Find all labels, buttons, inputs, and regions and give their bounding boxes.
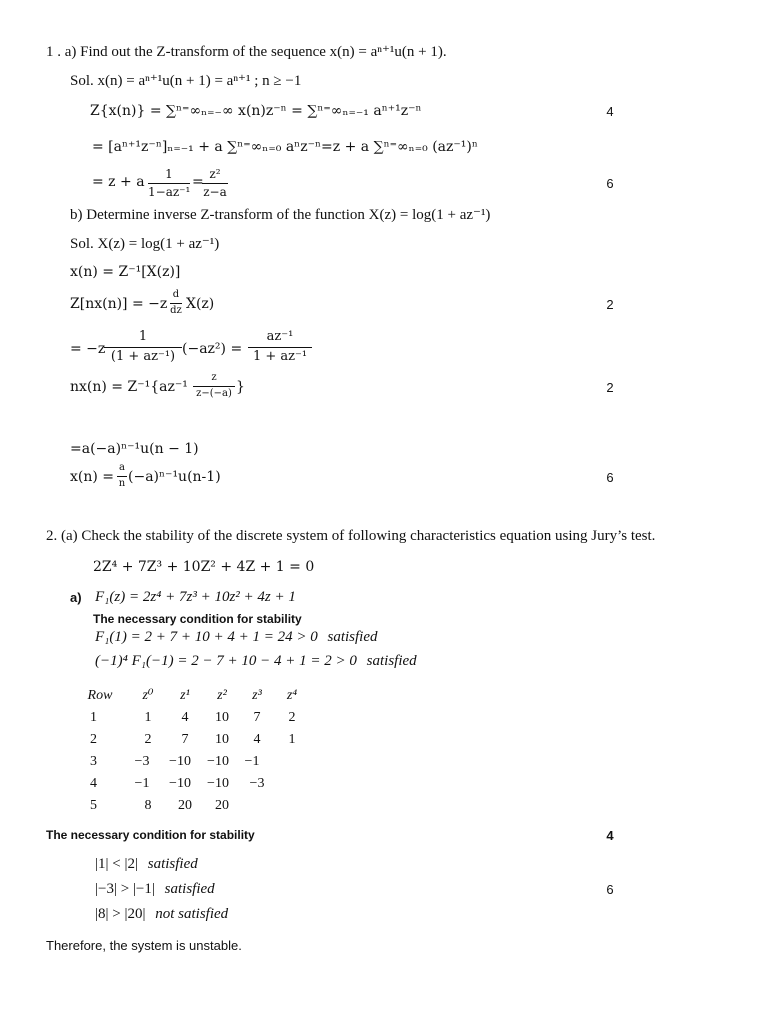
d-bar (170, 303, 182, 304)
q2-question: 2. (a) Check the stability of the discrete system of following characteristics equation using Jury’s test. (46, 528, 656, 544)
frac-equals: = (192, 174, 204, 190)
table-cell: −10 (169, 754, 191, 769)
check-3-expr: |8| > |20| (95, 906, 146, 922)
d-denominator: dz (170, 305, 182, 316)
mark-4-q2: 4 (606, 828, 614, 843)
table-cell: −10 (207, 776, 229, 791)
q1a-sol-line3: = [aⁿ⁺¹z⁻ⁿ]ₙ₌₋₁ + a ∑ⁿ⁼∞ₙ₌₀ aⁿz⁻ⁿ=z + a ∑ⁿ⁼∞ₙ₌₀ (az⁻¹)ⁿ (92, 139, 478, 155)
frac2-denominator: z−a (203, 185, 227, 199)
mark-2-second: 2 (606, 380, 614, 395)
q1b-question: b) Determine inverse Z-transform of the function X(z) = log(1 + az⁻¹) (70, 207, 491, 223)
necessary-heading-1: The necessary condition for stability (93, 612, 302, 626)
q1b-sol-line3-suffix: X(z) (186, 296, 215, 312)
table-cell: 2 (144, 732, 152, 747)
table-cell: 20 (178, 798, 192, 813)
table-cell: −3 (249, 776, 265, 791)
table-cell: 7 (253, 710, 261, 725)
mark-2-first: 2 (606, 297, 614, 312)
table-cell: 4 (181, 710, 189, 725)
frac6-denominator: n (118, 478, 126, 489)
condition-1-status: satisfied (327, 629, 378, 645)
condition-1-expr: F₁(1) = 2 + 7 + 10 + 4 + 1 = 24 > 0 (95, 629, 318, 645)
condition-2-status: satisfied (366, 653, 417, 669)
check-1-status: satisfied (147, 856, 198, 872)
frac2-bar (202, 183, 228, 184)
table-cell: 2 (288, 710, 296, 725)
frac1-bar (148, 183, 190, 184)
check-2-expr: |−3| > |−1| (95, 881, 155, 897)
frac4-denominator: 1 + az⁻¹ (252, 349, 308, 364)
q1b-sol-line3-prefix: Z[nx(n)] = −z (70, 296, 168, 312)
q1a-question: 1 . a) Find out the Z-transform of the sequence x(n) = aⁿ⁺¹u(n + 1). (46, 44, 447, 60)
table-cell: 4 (253, 732, 261, 747)
check-3-status: not satisfied (155, 906, 229, 922)
header-row: Row (87, 688, 113, 703)
table-cell: 10 (215, 732, 229, 747)
frac3-bar (104, 347, 182, 348)
table-cell: 1 (288, 732, 296, 747)
frac1-numerator: 1 (165, 167, 173, 181)
q1b-sol-line6: =a(−a)ⁿ⁻¹u(n − 1) (70, 441, 199, 457)
q1a-sol-line1: Sol. x(n) = aⁿ⁺¹u(n + 1) = aⁿ⁺¹ ; n ≥ −1 (70, 73, 302, 89)
frac5-denominator: z−(−a) (196, 388, 232, 399)
check-2 (95, 882, 215, 897)
table-cell: −3 (134, 754, 150, 769)
condition-2-expr: (−1)⁴ F₁(−1) = 2 − 7 + 10 − 4 + 1 = 2 > 0 (95, 653, 357, 669)
header-z4: z⁴ (286, 688, 298, 703)
check-1 (95, 857, 198, 872)
condition-1 (95, 630, 378, 645)
table-cell: 7 (181, 732, 189, 747)
frac1-denominator: 1−az⁻¹ (148, 185, 191, 199)
q1a-sol-line4 (92, 175, 145, 189)
header-z2: z² (217, 688, 227, 703)
table-cell: 8 (144, 798, 152, 813)
frac6-numerator: a (119, 462, 125, 473)
header-z1: z¹ (180, 688, 190, 703)
mark-4-q1a: 4 (606, 104, 614, 119)
q1b-sol-line4-mid: (−az²) = (182, 341, 243, 357)
row-index: 5 (90, 798, 97, 813)
row-index: 1 (90, 710, 97, 725)
check-3 (95, 907, 228, 922)
q1b-sol-line1: Sol. X(z) = log(1 + az⁻¹) (70, 236, 220, 252)
frac6-bar (117, 476, 127, 477)
q1b-sol-line5-prefix: nx(n) = Z⁻¹{az⁻¹ (70, 379, 188, 395)
frac3-denominator: (1 + az⁻¹) (110, 349, 176, 364)
frac4-numerator: az⁻¹ (266, 329, 294, 344)
table-cell: −10 (207, 754, 229, 769)
frac5-numerator: z (211, 372, 217, 383)
q1b-sol-line7-suffix: (−a)ⁿ⁻¹u(n-1) (128, 469, 221, 485)
frac4-bar (248, 347, 312, 348)
check-1-expr: |1| < |2| (95, 856, 138, 872)
necessary-heading-2: The necessary condition for stability (46, 828, 255, 842)
frac2-numerator: z² (209, 167, 221, 181)
header-z3: z³ (252, 688, 262, 703)
mark-6-q1b: 6 (606, 470, 614, 485)
table-cell: −1 (244, 754, 260, 769)
row-index: 4 (90, 776, 97, 791)
q1b-sol-line2: x(n) = Z⁻¹[X(z)] (70, 264, 181, 280)
q1b-sol-line7-prefix: x(n) = (70, 469, 115, 485)
frac3-numerator: 1 (138, 329, 148, 344)
row-index: 2 (90, 732, 97, 747)
condition-2 (95, 654, 417, 669)
table-cell: 10 (215, 710, 229, 725)
table-cell: −10 (169, 776, 191, 791)
frac5-bar (193, 386, 235, 387)
q2-f1: F₁(z) = 2z⁴ + 7z³ + 10z² + 4z + 1 (95, 589, 296, 605)
mark-6-q1a: 6 (606, 176, 614, 191)
check-2-status: satisfied (164, 881, 215, 897)
jury-table (80, 687, 340, 817)
q1b-sol-line5-suffix: } (236, 379, 245, 395)
q2-equation: 2Z⁴ + 7Z³ + 10Z² + 4Z + 1 = 0 (93, 559, 315, 575)
table-cell: 20 (215, 798, 229, 813)
q1a-sol-line2: Z{x(n)} = ∑ⁿ⁼∞ₙ₌₋∞ x(n)z⁻ⁿ = ∑ⁿ⁼∞ₙ₌₋₁ aⁿ⁺¹z⁻ⁿ (90, 103, 422, 119)
q2-a-label: a) (70, 590, 82, 605)
conclusion: Therefore, the system is unstable. (46, 938, 242, 953)
q1b-sol-line4-prefix: = −z (70, 341, 106, 357)
q1a-line4-prefix: = z + a (92, 174, 145, 190)
mark-6-q2: 6 (606, 882, 614, 897)
row-index: 3 (90, 754, 97, 769)
table-cell: −1 (134, 776, 150, 791)
table-cell: 1 (144, 710, 152, 725)
d-numerator: d (172, 289, 180, 300)
header-z0: z⁰ (142, 688, 154, 703)
